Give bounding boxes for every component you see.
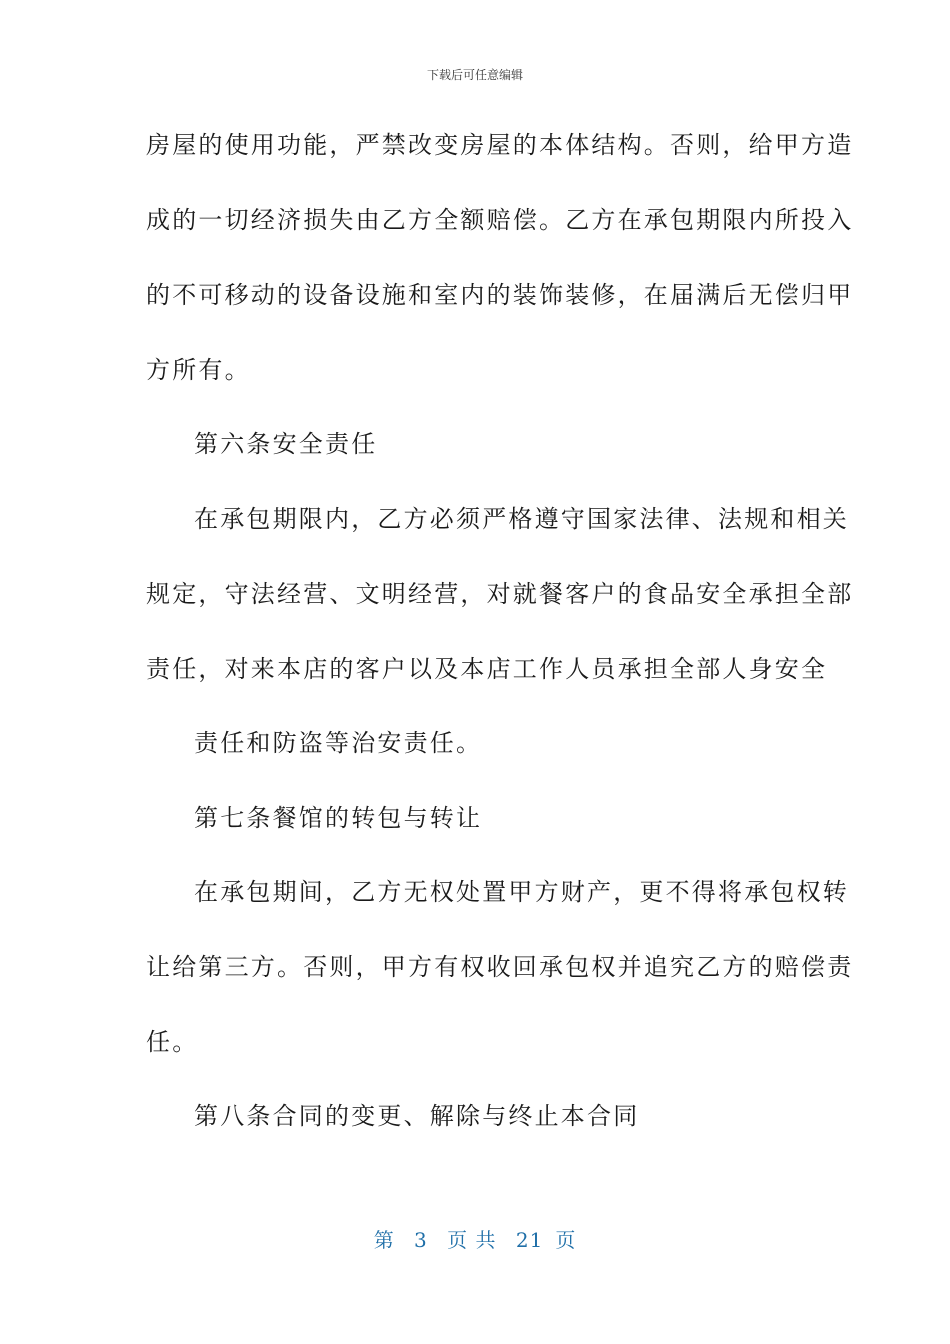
body-line-6: 在承包期限内，乙方必须严格遵守国家法律、法规和相关 [194,505,849,533]
body-line-12: 让给第三方。否则，甲方有权收回承包权并追究乙方的赔偿责 [146,953,854,981]
section-heading-7: 第七条餐馆的转包与转让 [194,804,483,832]
body-line-1: 房屋的使用功能，严禁改变房屋的本体结构。否则，给甲方造 [146,131,854,159]
footer-page-number: 3 [414,1228,428,1252]
body-line-11: 在承包期间，乙方无权处置甲方财产，更不得将承包权转 [194,878,849,906]
body-line-9: 责任和防盗等治安责任。 [194,729,483,757]
body-line-2: 成的一切经济损失由乙方全额赔偿。乙方在承包期限内所投入 [146,206,854,234]
footer-prefix: 第 [373,1228,395,1252]
section-heading-8: 第八条合同的变更、解除与终止本合同 [194,1102,640,1130]
body-line-3: 的不可移动的设备设施和室内的装饰装修，在届满后无偿归甲 [146,281,854,309]
body-line-7: 规定，守法经营、文明经营，对就餐客户的食品安全承担全部 [146,580,854,608]
body-line-4: 方所有。 [146,356,251,384]
body-line-8: 责任，对来本店的客户以及本店工作人员承担全部人身安全 [146,655,828,683]
body-line-13: 任。 [146,1028,199,1056]
footer-suffix: 页 [555,1228,577,1252]
footer-middle: 页 共 [447,1228,497,1252]
section-heading-6: 第六条安全责任 [194,430,378,458]
page-header: 下载后可任意编辑 [426,68,523,82]
page-footer [0,1224,950,1253]
footer-total-pages: 21 [515,1228,544,1252]
